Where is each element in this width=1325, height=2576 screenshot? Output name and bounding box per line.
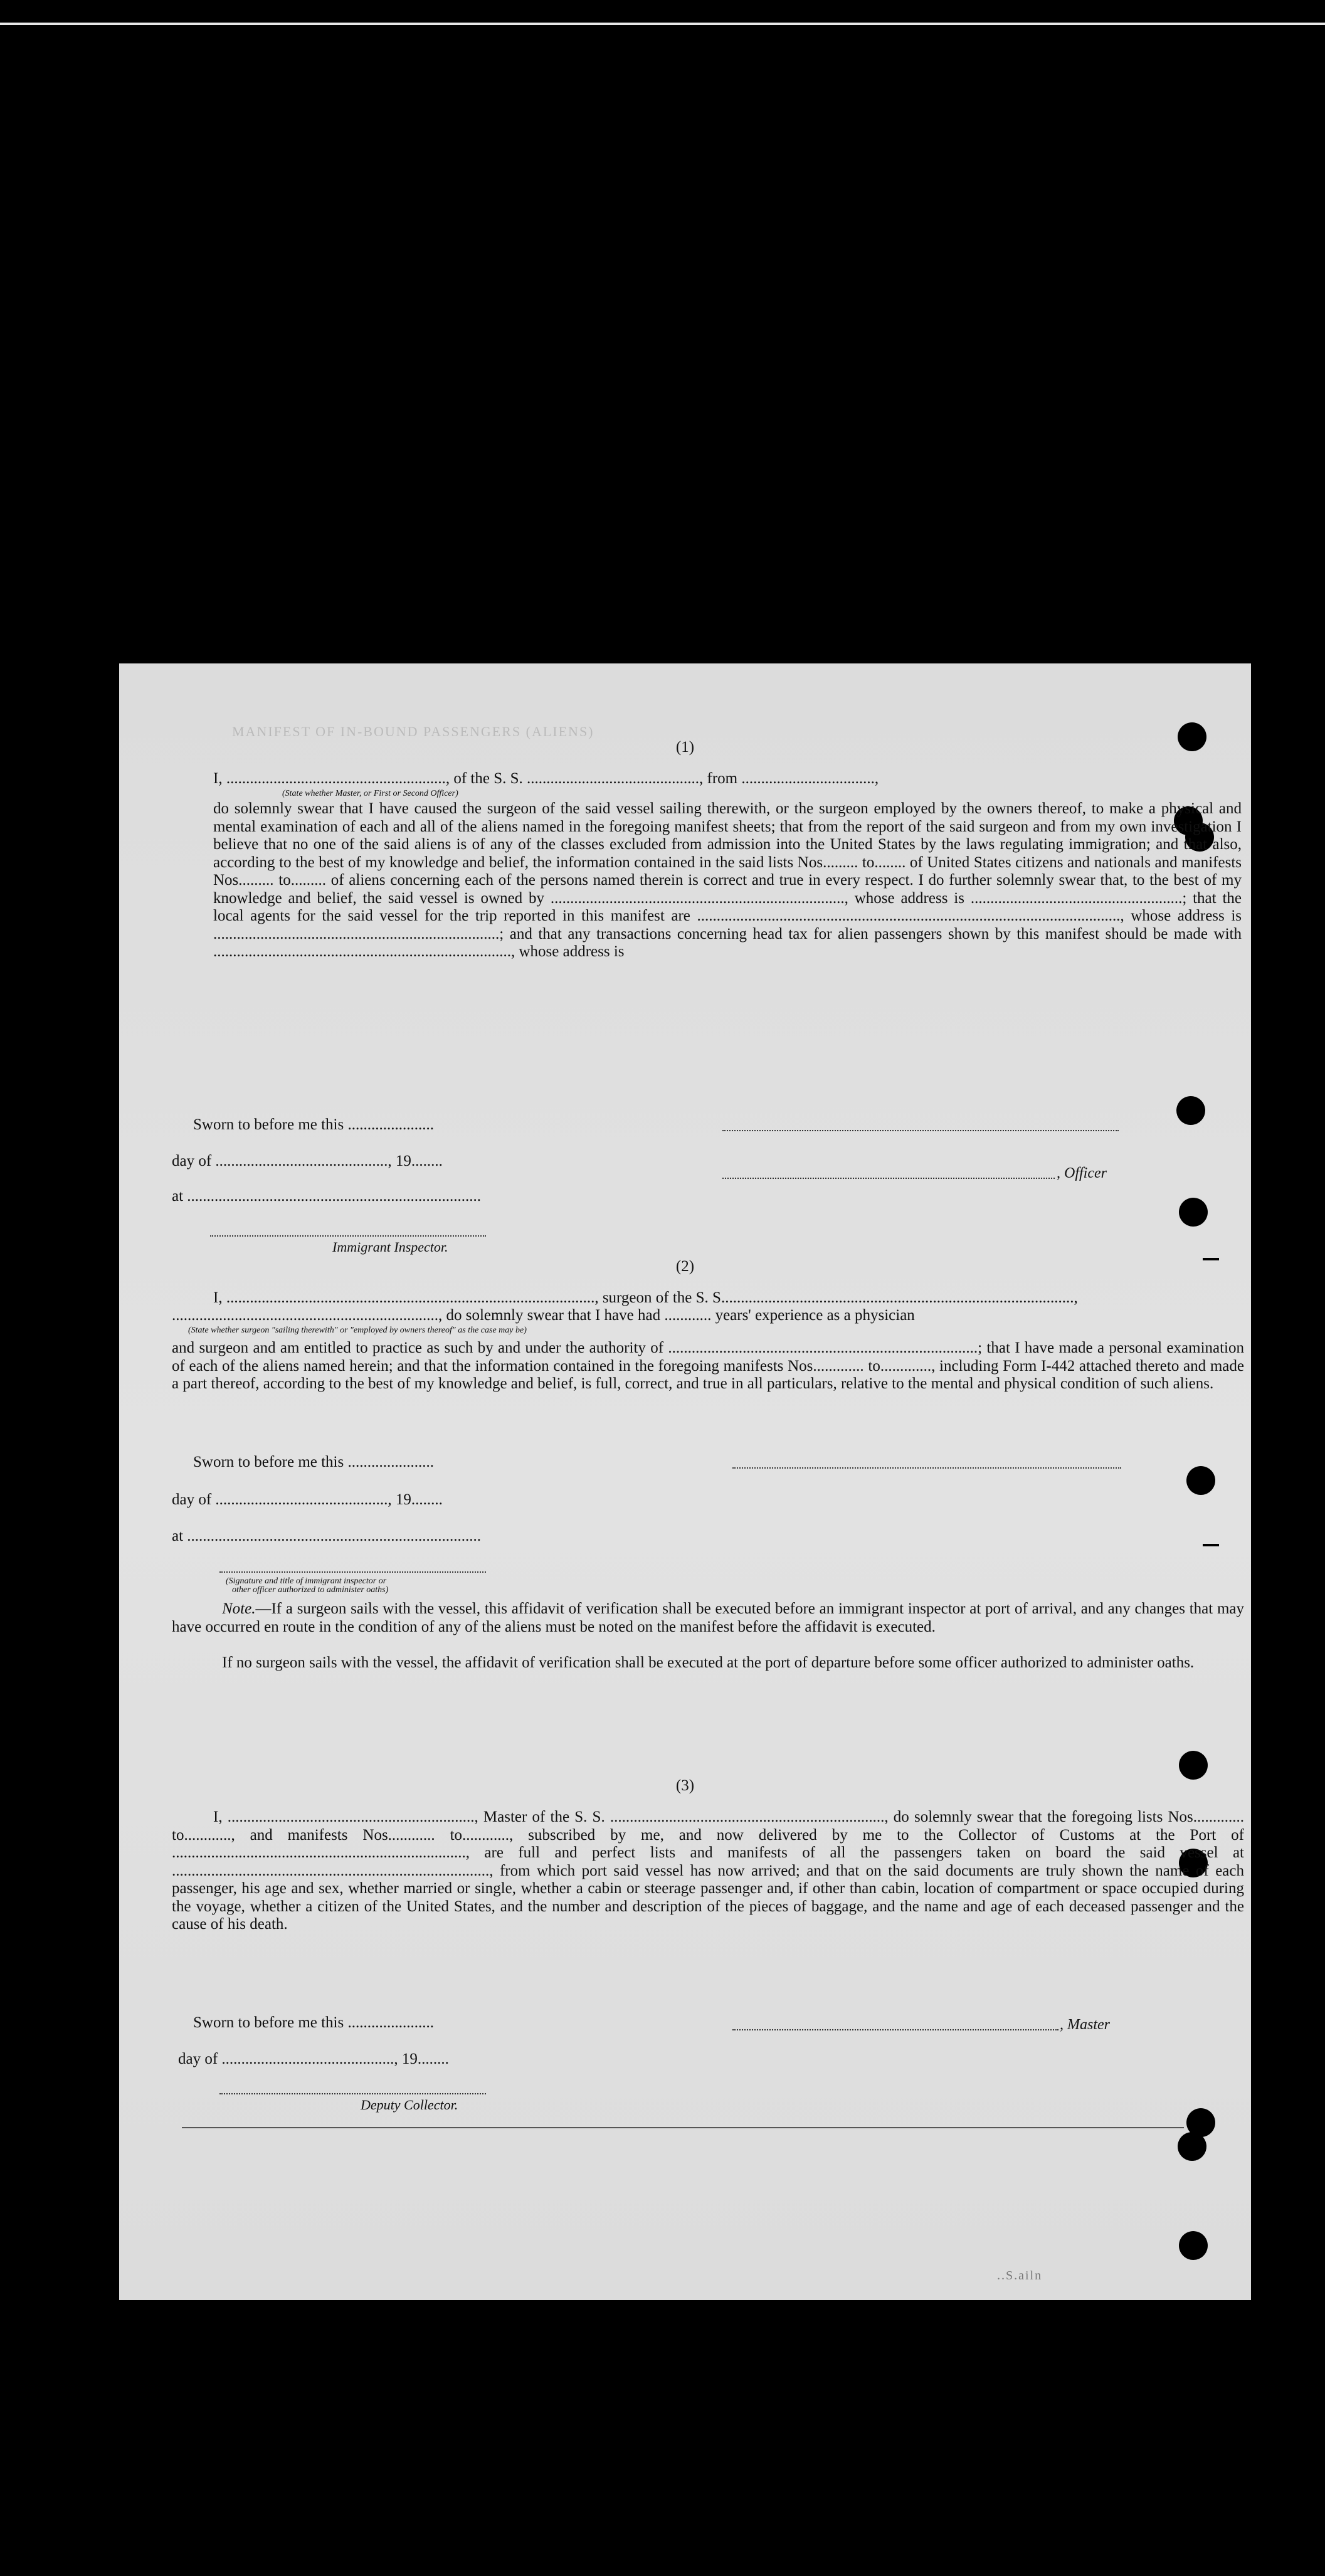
master-paragraph: I, ..............................................................., Master of the S. S. ......................................................................, do solemnly swear that the foregoing lists Nos............. to............, and manifests Nos............ to............, subscribed by me, and now delivered by me to the Collector of Customs at the Port of ..........................................................................., are full and perfect lists and manifests of all the passengers taken on board the said vessel at ................................................................................., from which port said vessel has now arrived; and that on the said documents are truly shown the name of each passenger, his age and sex, whether married or single, whether a cabin or steerage passenger and, if other than cabin, location of compartment or space occupied during the voyage, whether a citizen of the United States, and the number and description of the pieces of baggage, and the name and age of each deceased passenger and the cause of his death. [172,1808,1244,1933]
at-line: at ........................................................................... [172,1188,482,1205]
master-line [732,2029,1058,2030]
signature-hint-2: other officer authorized to administer oaths) [232,1585,389,1595]
signature-line [732,1467,1121,1469]
note-text: —If a surgeon sails with the vessel, this affidavit of verification shall be executed before an immigrant inspector at port of arrival, and any changes that may have occurred en route in the condition of any of the aliens must be noted on the manifest before the affidavit is executed. [172,1600,1244,1635]
punch-hole [1179,1751,1208,1780]
surgeon-paragraph: and surgeon and am entitled to practice as such by and under the authority of ...............................................................................; that I have made a personal examination of each of the aliens named herein; and that the information contained in the foregoing manifests Nos............. to............., including Form I-442 attached thereto and made a part thereof, according to the best of my knowledge and belief, is full, correct, and true in all particulars, relative to the mental and physical condition of such aliens. [172,1339,1244,1392]
note-label: Note. [222,1600,256,1617]
officer-line [722,1178,1055,1179]
surgeon-hint: (State whether surgeon "sailing therewith" or "employed by owners thereof" as the case may be) [188,1326,527,1335]
note-paragraph-2: If no surgeon sails with the vessel, the affidavit of verification shall be executed at the port of departure before some officer authorized to administer oaths. [222,1654,1195,1671]
oath-opening: I, ........................................................, of the S. S. ............................................, from .................................., [213,770,879,787]
sworn-line: Sworn to before me this ...................... [193,1454,434,1470]
inspector-label: Immigrant Inspector. [332,1239,448,1255]
inspector-line [219,1571,486,1573]
faded-header-text: MANIFEST OF IN-BOUND PASSENGERS (ALIENS) [232,724,594,739]
punch-hole [1179,2231,1208,2260]
signature-line [722,1130,1119,1131]
punch-hole [1176,1096,1205,1125]
punch-hole [1178,2132,1206,2161]
punch-hole [1179,1198,1208,1227]
day-line: day of ............................................, 19........ [178,2051,449,2067]
section-number: (1) [675,739,695,756]
inspector-line [210,1235,486,1237]
section-number: (3) [675,1777,695,1794]
surgeon-experience-line: ...................................................................., do solemnly swear that I have had ............ years' experience as a physician [172,1307,915,1324]
sworn-line: Sworn to before me this ...................... [193,1116,434,1133]
collector-line [219,2093,486,2094]
role-hint: (State whether Master, or First or Second Officer) [282,789,458,798]
day-line: day of ............................................, 19........ [172,1491,443,1508]
oath-paragraph: do solemnly swear that I have caused the surgeon of the said vessel sailing therewith, or the surgeon employed by the owners thereof, to make a physical and mental examination of each and all of the aliens named in the foregoing manifest sheets; that from the report of the said surgeon and from my own investigation I believe that no one of the said aliens is of any of the classes excluded from admission into the United States by the laws regulating immigration; and that also, according to the best of my knowledge and belief, the information contained in the said lists Nos......... to........ of United States citizens and nationals and manifests Nos......... to......... of aliens concerning each of the persons named therein is correct and true in every respect. I do further solemnly swear that, to the best of my knowledge and belief, the said vessel is owned by ..........................................................................., whose address is ......................................................; that the local agents for the said vessel for the trip reported in this manifest are ............................................................................................................, whose address is .........................................................................; and that any transactions concerning head tax for alien passengers shown by this manifest should be made with ............................................................................, whose address is [213,800,1242,960]
punch-hole [1186,1466,1215,1495]
collector-label: Deputy Collector. [361,2097,458,2113]
bottom-rule [182,2127,1184,2128]
surgeon-opening: I, .............................................................................................., surgeon of the S. S.........................................................................................., [213,1289,1078,1306]
note-paragraph [172,1600,1244,1636]
signature-hint-1: (Signature and title of immigrant inspector or [226,1576,387,1586]
section-number: (2) [675,1258,695,1275]
sworn-line: Sworn to before me this ...................... [193,2014,434,2031]
manifest-page [119,663,1251,2300]
officer-label: , Officer [1057,1165,1107,1181]
scan-top-edge [0,23,1325,25]
margin-mark [1203,1544,1219,1546]
master-label: , Master [1060,2017,1110,2033]
at-line: at ........................................................................... [172,1528,482,1544]
day-line: day of ............................................, 19........ [172,1153,443,1169]
bottom-stamp: ..S.ailn [997,2269,1043,2283]
